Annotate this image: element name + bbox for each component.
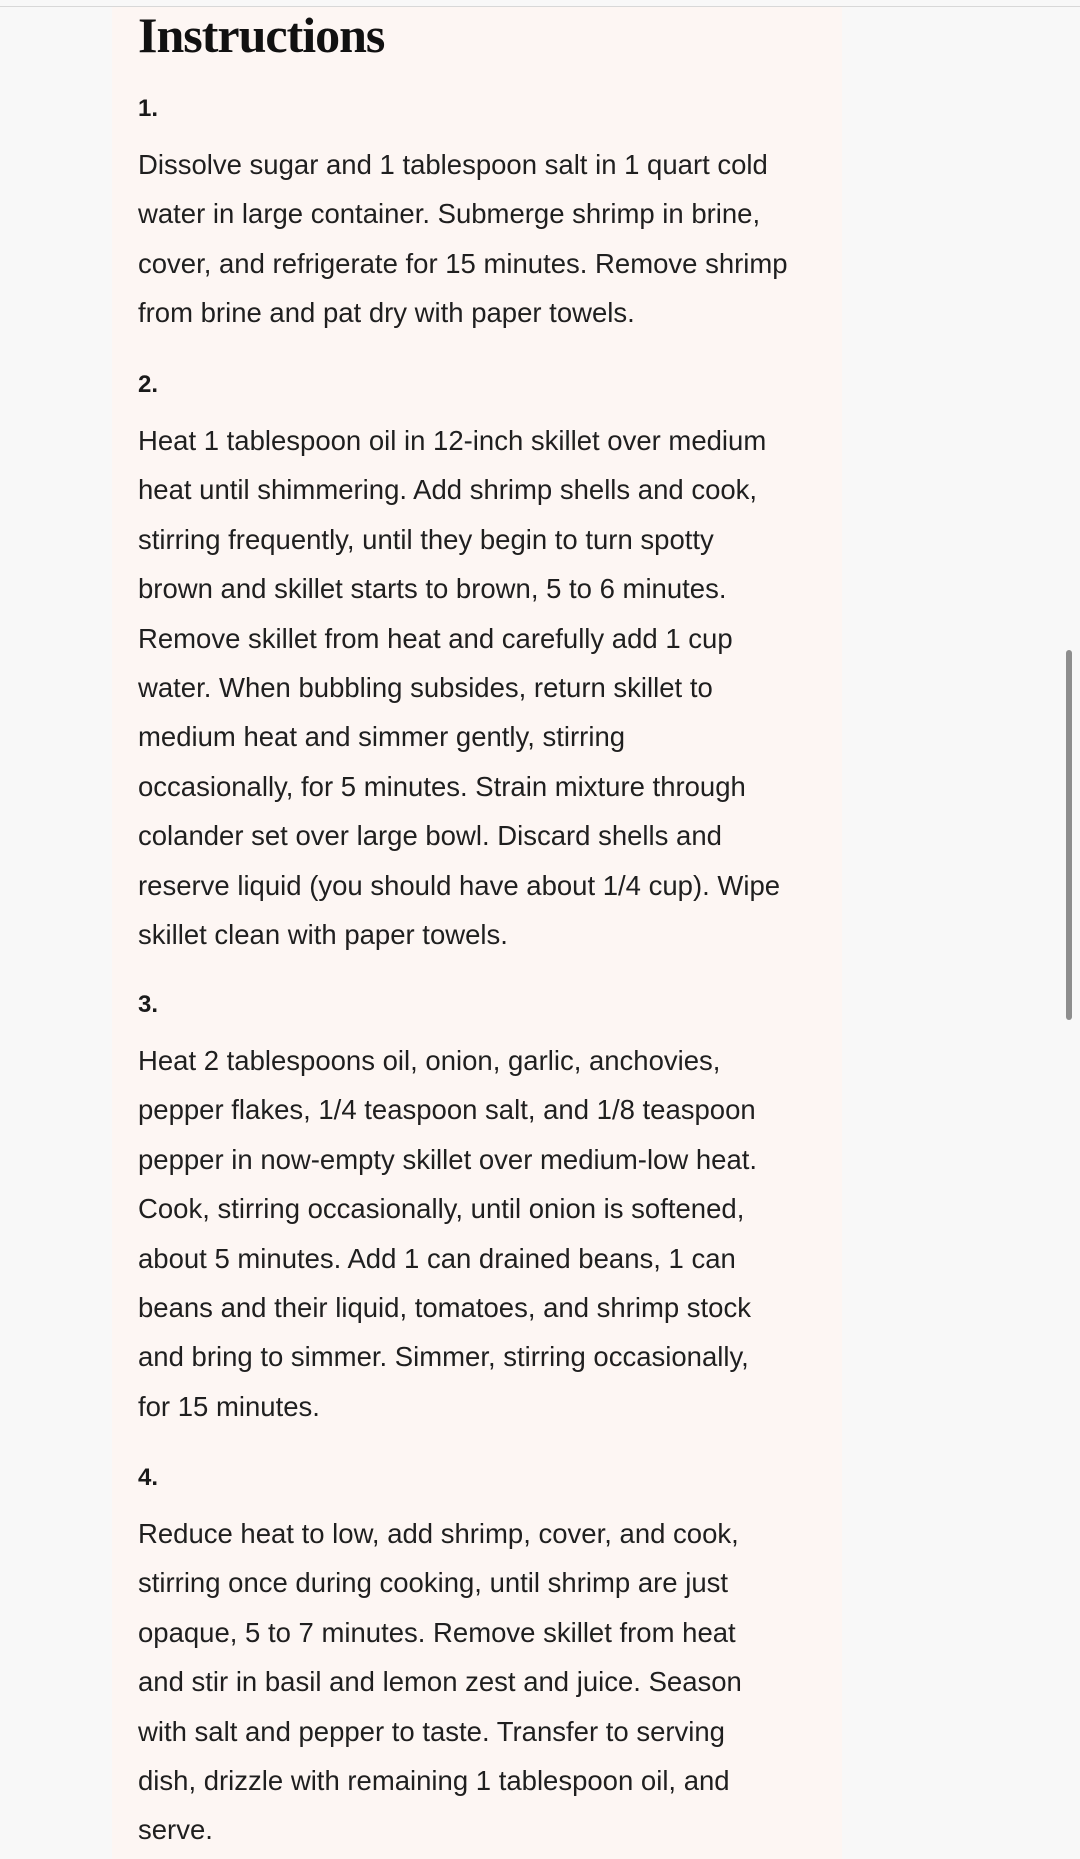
step-text: Heat 1 tablespoon oil in 12-inch skillet over medium heat until shimmering. Add shrimp shells and cook, stirring frequently, until they begin to turn spotty brown and skillet starts to brown, 5 to 6 minutes. Remove skillet from heat and carefully add 1 cup water. When bubbling subsides, return skillet to medium heat and simmer gently, stirring occasionally, for 5 minutes. Strain mixture through colander set over large bowl. Discard shells and reserve liquid (you should have about 1/4 cup). Wipe skillet clean with paper towels. [138, 425, 781, 951]
step-number: 1. [138, 95, 159, 122]
vertical-scrollbar[interactable] [1066, 650, 1072, 1020]
step-2 [138, 370, 828, 959]
step-4 [138, 1463, 828, 1855]
step-3 [138, 990, 828, 1431]
step-number: 3. [138, 991, 159, 1018]
step-text: Heat 2 tablespoons oil, onion, garlic, anchovies, pepper flakes, 1/4 teaspoon salt, and 1/8 teaspoon pepper in now-empty skillet over medium-low heat. Cook, stirring occasionally, until onion is softened, about 5 minutes. Add 1 can drained beans, 1 can beans and their liquid, tomatoes, and shrimp stock and bring to simmer. Simmer, stirring occasionally, for 15 minutes. [138, 1045, 758, 1422]
step-number: 4. [138, 1464, 159, 1491]
instructions-heading: Instructions [138, 7, 385, 63]
step-1 [138, 94, 828, 338]
step-number: 2. [138, 371, 159, 398]
step-text: Dissolve sugar and 1 tablespoon salt in 1 quart cold water in large container. Submerge shrimp in brine, cover, and refrigerate for 15 minutes. Remove shrimp from brine and pat dry with paper towels. [138, 149, 788, 329]
step-text: Reduce heat to low, add shrimp, cover, and cook, stirring once during cooking, until shrimp are just opaque, 5 to 7 minutes. Remove skillet from heat and stir in basil and lemon zest and juice. Season with salt and pepper to taste. Transfer to serving dish, drizzle with remaining 1 tablespoon oil, and serve. [138, 1518, 742, 1846]
